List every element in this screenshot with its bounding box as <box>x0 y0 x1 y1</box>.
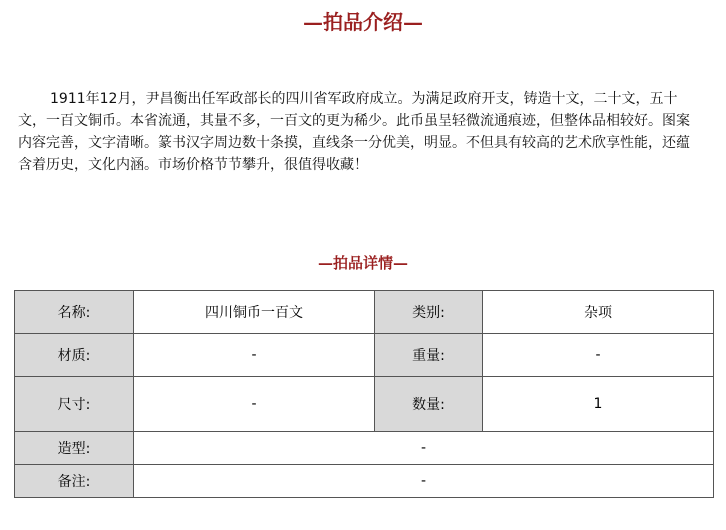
weight-label: 重量: <box>375 334 483 377</box>
remark-value: - <box>134 465 714 498</box>
details-section-title: —拍品详情— <box>317 254 408 272</box>
quantity-label: 数量: <box>375 377 483 432</box>
details-table <box>14 290 714 498</box>
category-label: 类别: <box>375 291 483 334</box>
table-row <box>15 377 714 432</box>
name-value: 四川铜币一百文 <box>134 291 375 334</box>
quantity-value: 1 <box>483 377 714 432</box>
shape-label: 造型: <box>15 432 134 465</box>
weight-value: - <box>483 334 714 377</box>
name-label: 名称: <box>15 291 134 334</box>
page-title: —拍品介绍— <box>303 10 423 34</box>
size-value: - <box>134 377 375 432</box>
table-row <box>15 465 714 498</box>
category-value: 杂项 <box>483 291 714 334</box>
size-label: 尺寸: <box>15 377 134 432</box>
intro-paragraph: 1911年12月，尹昌衡出任军政部长的四川省军政府成立。为满足政府开支，铸造十文，二十文，五十文，一百文铜币。本省流通，其量不多，一百文的更为稀少。此币虽呈轻微流通痕迹，但整体品相较好。图案内容完善，文字清晰。篆书汉字周边数十条摸，直线条一分优美，明显。不但具有较高的艺术欣享性能，还蕴含着历史，文化内涵。市场价格节节攀升，很值得收藏！ <box>18 91 690 173</box>
table-row <box>15 334 714 377</box>
material-label: 材质: <box>15 334 134 377</box>
shape-value: - <box>134 432 714 465</box>
remark-label: 备注: <box>15 465 134 498</box>
material-value: - <box>134 334 375 377</box>
table-row <box>15 291 714 334</box>
table-row <box>15 432 714 465</box>
